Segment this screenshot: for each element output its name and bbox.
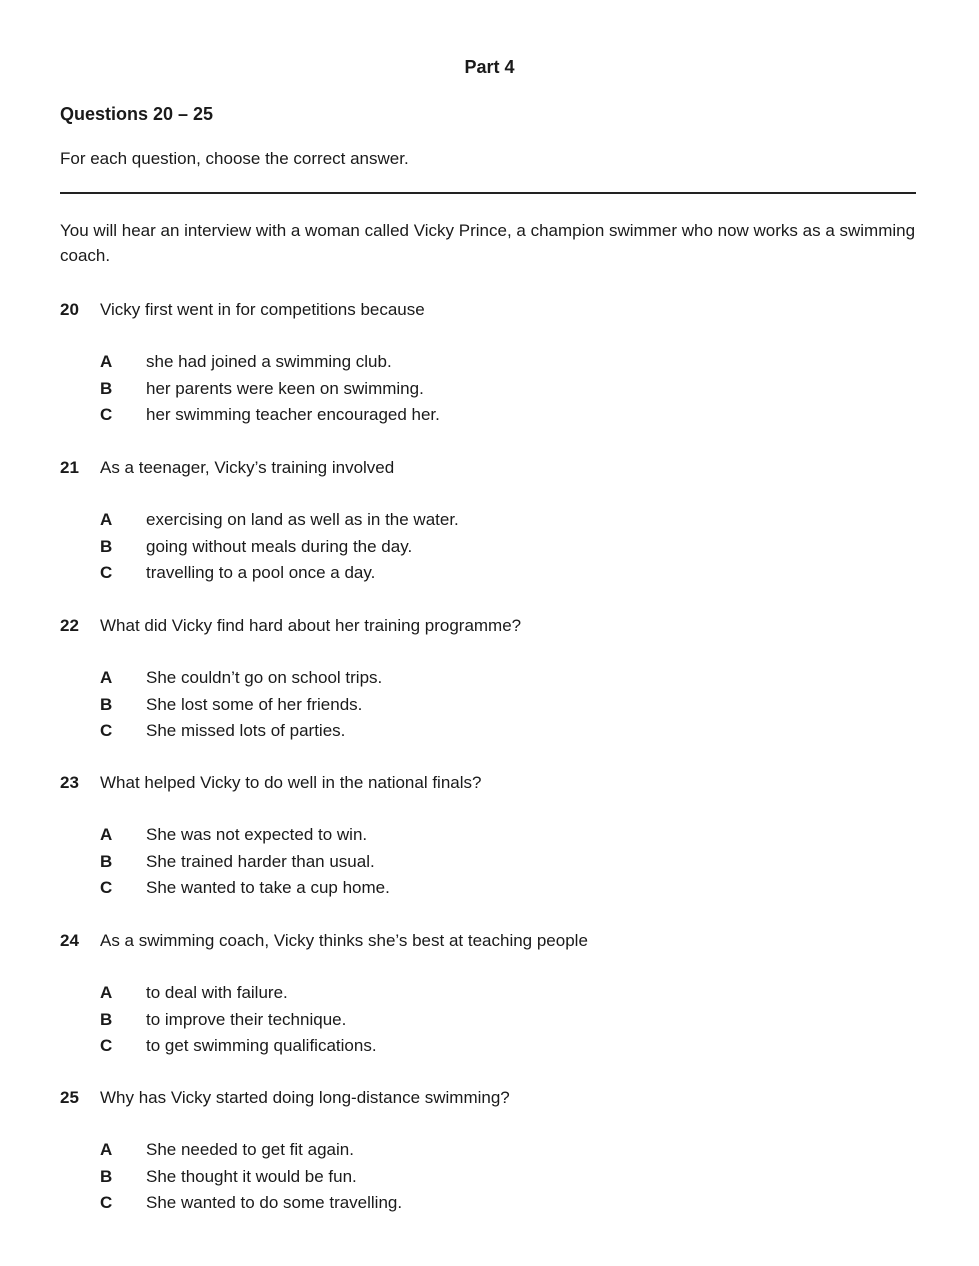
option-text: going without meals during the day.: [146, 536, 413, 556]
options-list: [60, 667, 916, 747]
option-text: to get swimming qualifications.: [146, 1036, 377, 1055]
option-text: She couldn’t go on school trips.: [146, 668, 383, 687]
option-c[interactable]: [60, 404, 916, 431]
option-text: to deal with failure.: [146, 983, 288, 1002]
option-a[interactable]: [60, 1139, 916, 1166]
option-letter: C: [100, 1193, 113, 1212]
option-letter: B: [100, 694, 113, 714]
option-text: her swimming teacher encouraged her.: [146, 405, 440, 424]
options-list: [60, 982, 916, 1062]
option-c[interactable]: [60, 877, 916, 904]
option-b[interactable]: [60, 1009, 916, 1036]
option-text: She needed to get fit again.: [146, 1140, 354, 1159]
question-text: Why has Vicky started doing long-distance swimming?: [100, 1088, 510, 1107]
part-title: Part 4: [464, 57, 515, 77]
options-list: [60, 1139, 916, 1219]
option-letter: A: [100, 825, 113, 844]
option-letter: A: [100, 983, 113, 1002]
option-b[interactable]: [60, 378, 916, 405]
option-c[interactable]: [60, 1192, 916, 1219]
option-b[interactable]: [60, 536, 916, 563]
question-text: Vicky first went in for competitions because: [100, 300, 425, 319]
question-number: 21: [60, 458, 79, 477]
option-letter: B: [100, 536, 113, 556]
question-23: [60, 772, 916, 904]
question-text: As a swimming coach, Vicky thinks she’s best at teaching people: [100, 931, 588, 950]
question-number: 22: [60, 616, 79, 635]
options-list: [60, 509, 916, 589]
option-text: exercising on land as well as in the water.: [146, 510, 459, 529]
question-number: 23: [60, 773, 79, 792]
question-21: [60, 457, 916, 589]
option-text: She missed lots of parties.: [146, 721, 346, 740]
option-letter: C: [100, 721, 113, 740]
option-c[interactable]: [60, 1035, 916, 1062]
option-letter: A: [100, 352, 113, 371]
option-c[interactable]: [60, 562, 916, 589]
option-text: She was not expected to win.: [146, 825, 368, 844]
option-text: her parents were keen on swimming.: [146, 378, 424, 398]
option-c[interactable]: [60, 720, 916, 747]
question-text: What helped Vicky to do well in the national finals?: [100, 773, 482, 792]
question-number: 24: [60, 931, 79, 950]
option-text: She wanted to do some travelling.: [146, 1193, 403, 1212]
option-text: to improve their technique.: [146, 1009, 347, 1029]
option-letter: B: [100, 378, 113, 398]
options-list: [60, 351, 916, 431]
option-letter: B: [100, 1166, 113, 1186]
question-number: 25: [60, 1088, 79, 1107]
option-text: She thought it would be fun.: [146, 1166, 357, 1186]
question-22: [60, 615, 916, 747]
option-a[interactable]: [60, 667, 916, 694]
option-letter: B: [100, 851, 113, 871]
question-text: As a teenager, Vicky’s training involved: [100, 458, 395, 477]
question-25: [60, 1087, 916, 1219]
option-text: She wanted to take a cup home.: [146, 878, 390, 897]
option-letter: C: [100, 563, 113, 582]
option-letter: C: [100, 405, 113, 424]
option-letter: B: [100, 1009, 113, 1029]
option-a[interactable]: [60, 509, 916, 536]
option-a[interactable]: [60, 824, 916, 851]
option-letter: A: [100, 510, 113, 529]
question-20: [60, 299, 916, 431]
option-a[interactable]: [60, 982, 916, 1009]
divider: [60, 192, 916, 194]
option-b[interactable]: [60, 694, 916, 721]
option-text: she had joined a swimming club.: [146, 352, 392, 371]
option-letter: A: [100, 1140, 113, 1159]
option-b[interactable]: [60, 1166, 916, 1193]
option-text: She trained harder than usual.: [146, 851, 375, 871]
option-b[interactable]: [60, 851, 916, 878]
intro-text: You will hear an interview with a woman called Vicky Prince, a champion swimmer who now works as a swimming coach.: [60, 221, 916, 265]
questions-heading: Questions 20 – 25: [60, 104, 214, 124]
options-list: [60, 824, 916, 904]
option-a[interactable]: [60, 351, 916, 378]
option-text: travelling to a pool once a day.: [146, 563, 376, 582]
option-letter: C: [100, 878, 113, 897]
option-text: She lost some of her friends.: [146, 694, 363, 714]
question-text: What did Vicky find hard about her training programme?: [100, 616, 522, 635]
question-24: [60, 930, 916, 1062]
instruction-text: For each question, choose the correct answer.: [60, 149, 409, 168]
question-number: 20: [60, 300, 79, 319]
option-letter: C: [100, 1036, 113, 1055]
option-letter: A: [100, 668, 113, 687]
